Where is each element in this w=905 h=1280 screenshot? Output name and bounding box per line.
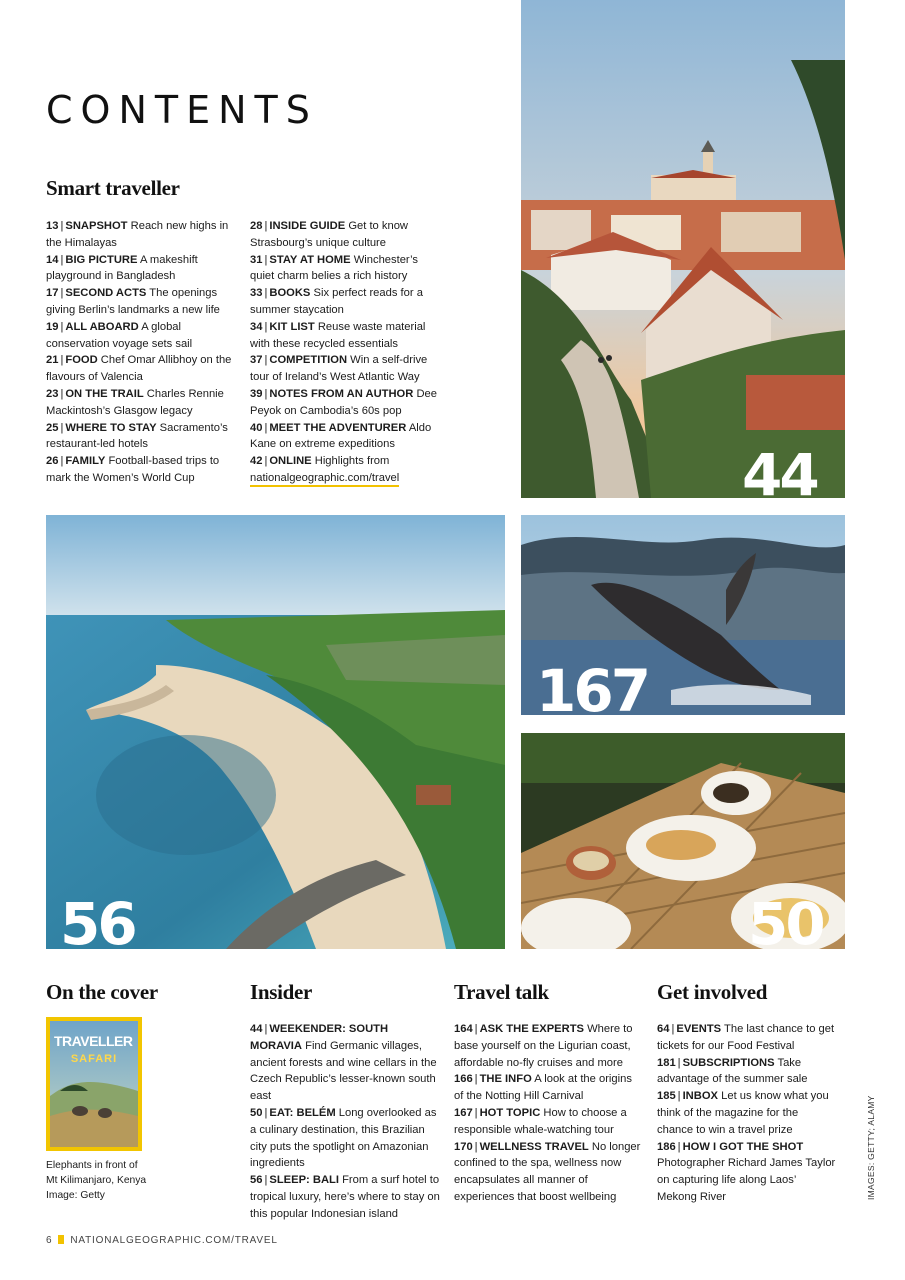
smart-traveller-heading: Smart traveller [46,176,180,200]
toc-entry[interactable]: 25 | WHERE TO STAY Sacramento’s restaurant-led hotels [46,421,228,451]
photo-page-number: 56 [60,890,135,958]
toc-entry[interactable]: 186 | HOW I GOT THE SHOT Photographer Richard James Taylor on capturing life along Laos’ Mekong River [657,1140,836,1203]
image-credit: IMAGES: GETTY; ALAMY [866,1095,876,1200]
toc-entry[interactable]: 13 | SNAPSHOT Reach new highs in the Himalayas [46,220,229,249]
smart-traveller-column-1 [46,218,236,487]
photo-page-number: 44 [742,441,817,509]
magazine-cover[interactable] [46,1017,142,1151]
toc-entry[interactable]: 50 | EAT: BELÉM Long overlooked as a culinary destination, this Brazilian city puts the spotlight on Amazonian ingredients [250,1106,437,1170]
photo-page-number: 50 [748,890,823,958]
village-photo[interactable] [521,0,845,498]
accent-square [58,1235,64,1244]
travel-talk-heading: Travel talk [454,980,549,1004]
toc-entry[interactable]: 34 | KIT LIST Reuse waste material with these recycled essentials [250,320,426,350]
toc-entry[interactable]: 167 | HOT TOPIC How to choose a responsible whale-watching tour [454,1106,627,1136]
toc-entry[interactable]: 64 | EVENTS The last chance to get tickets for our Food Festival [657,1023,835,1052]
insider-heading: Insider [250,980,313,1004]
toc-entry[interactable]: 166 | THE INFO A look at the origins of the Notting Hill Carnival [454,1073,632,1103]
toc-entry[interactable]: 44 | WEEKENDER: SOUTH MORAVIA Find Germanic villages, ancient forests and wine cellars in the Czech Republic’s lesser-known south east [250,1023,437,1103]
cover-brand: TRAVELLER [54,1033,133,1049]
get-involved-heading: Get involved [657,980,768,1004]
toc-entry[interactable]: 17 | SECOND ACTS The openings giving Berlin’s landmarks a new life [46,287,220,316]
cover-title: SAFARI [70,1053,118,1065]
toc-entry[interactable]: 181 | SUBSCRIPTIONS Take advantage of the summer sale [657,1056,808,1086]
toc-entry[interactable]: 14 | BIG PICTURE A makeshift playground in Bangladesh [46,253,198,283]
toc-entry[interactable]: 56 | SLEEP: BALI From a surf hotel to tropical luxury, here’s where to stay on this popular Indonesian island [250,1174,440,1220]
beach-illustration [46,515,505,949]
on-the-cover-heading: On the cover [46,980,158,1004]
get-involved-column [657,1021,837,1206]
toc-entry[interactable]: 26 | FAMILY Football-based trips to mark the Women’s World Cup [46,455,220,484]
toc-entry[interactable]: 21 | FOOD Chef Omar Allibhoy on the flavours of Valencia [46,354,232,384]
toc-entry[interactable]: 39 | NOTES FROM AN AUTHOR Dee Peyok on Cambodia’s 60s pop [250,387,437,417]
toc-entry[interactable]: 164 | ASK THE EXPERTS Where to base yourself on the Ligurian coast, affordable no-fly cruises and more [454,1023,633,1069]
toc-entry[interactable]: 31 | STAY AT HOME Winchester’s quiet charm belies a rich history [250,253,418,283]
page-footer [46,1235,278,1246]
toc-entry[interactable]: 37 | COMPETITION Win a self-drive tour of Ireland’s West Atlantic Way [250,354,428,384]
village-illustration [521,0,845,498]
toc-entry[interactable]: 23 | ON THE TRAIL Charles Rennie Mackintosh’s Glasgow legacy [46,387,224,417]
toc-entry-online[interactable]: 42 | ONLINE Highlights from nationalgeographic.com/travel [250,453,442,487]
photo-page-number: 167 [536,657,649,725]
toc-entry[interactable]: 40 | MEET THE ADVENTURER Aldo Kane on extreme expeditions [250,421,432,451]
toc-entry[interactable]: 19 | ALL ABOARD A global conservation voyage sets sail [46,320,193,350]
toc-entry[interactable]: 170 | WELLNESS TRAVEL No longer confined to the spa, wellness now encapsulates all manner of experiences that boost wellbeing [454,1140,641,1203]
website-link[interactable]: nationalgeographic.com/travel [250,472,399,487]
toc-entry[interactable]: 33 | BOOKS Six perfect reads for a summer staycation [250,287,423,316]
travel-talk-column [454,1021,644,1206]
toc-entry[interactable]: 185 | INBOX Let us know what you think of the magazine for the chance to win a travel prize [657,1090,829,1136]
page-title: CONTENTS [46,88,318,132]
folio-number: 6 [46,1235,53,1246]
beach-photo[interactable] [46,515,505,949]
smart-traveller-column-2 [250,218,442,487]
toc-entry[interactable]: 28 | INSIDE GUIDE Get to know Strasbourg’s unique culture [250,220,409,249]
insider-column [250,1021,442,1223]
footer-site[interactable]: NATIONALGEOGRAPHIC.COM/TRAVEL [70,1235,278,1246]
cover-caption: Elephants in front of Mt Kilimanjaro, Kenya Image: Getty [46,1160,147,1201]
